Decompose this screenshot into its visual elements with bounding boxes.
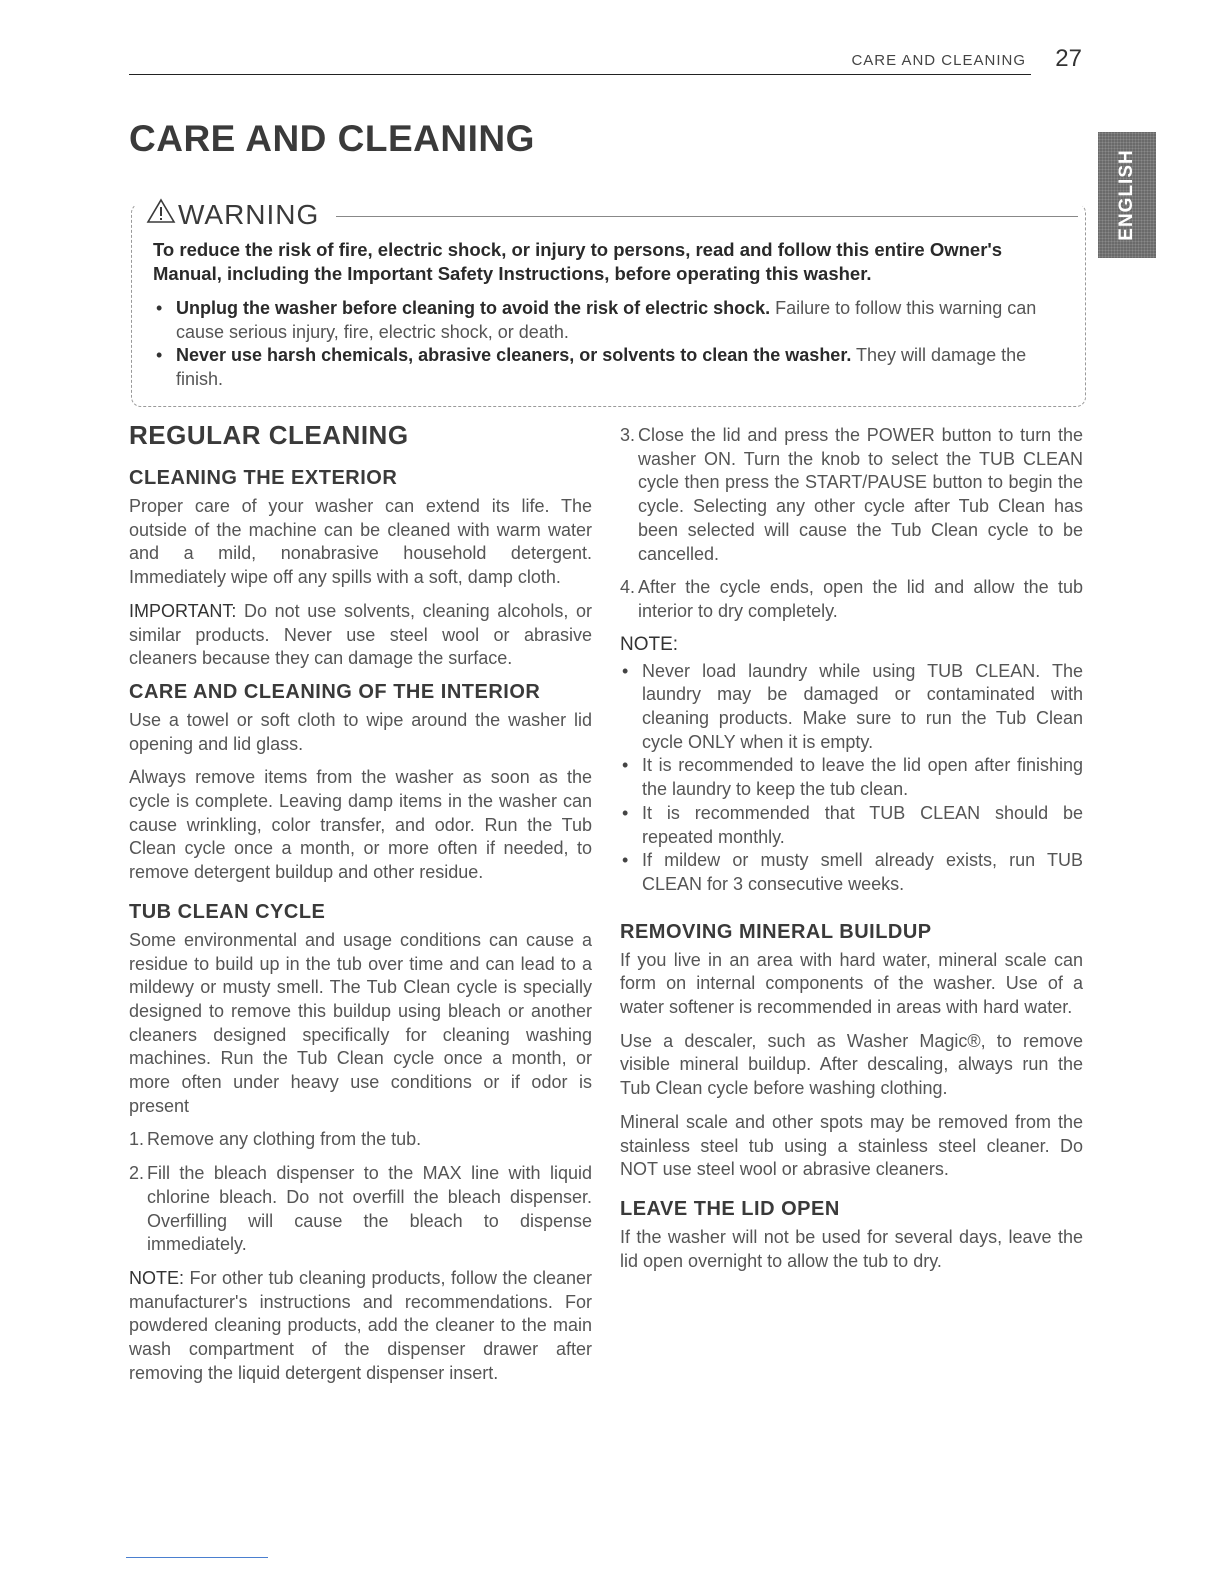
header-rule [129, 74, 1031, 75]
note-item: • It is recommended that TUB CLEAN should be repeated monthly. [620, 802, 1083, 849]
tub-note-paragraph [129, 1267, 592, 1386]
warning-bullet-bold: Never use harsh chemicals, abrasive cleaners, or solvents to clean the washer. [176, 345, 852, 365]
page-title: CARE AND CLEANING [129, 118, 535, 159]
leave-lid-paragraph: If the washer will not be used for several days, leave the lid open overnight to allow the tub to dry. [620, 1226, 1083, 1271]
note-item: • Never load laundry while using TUB CLEAN. The laundry may be damaged or contaminated with cleaning products. Make sure to run the Tub Clean cycle ONLY when it is empty. [620, 660, 1083, 755]
mineral-paragraph-1: If you live in an area with hard water, mineral scale can form on internal components of the washer. Use of a water softener is recommended in areas with hard water. [620, 949, 1083, 1018]
warning-label: WARNING [178, 198, 320, 230]
header-section-title: CARE AND CLEANING [851, 52, 1026, 69]
language-side-tab-label: ENGLISH [1116, 149, 1137, 241]
important-text: Do not use solvents, cleaning alcohols, or similar products. Never use steel wool or abrasive cleaners because they can damage the surface. [129, 600, 592, 669]
step-number: 1. [129, 1129, 145, 1150]
regular-cleaning-heading: REGULAR CLEANING [129, 420, 409, 450]
mineral-heading: REMOVING MINERAL BUILDUP [620, 920, 932, 943]
tub-clean-heading: TUB CLEAN CYCLE [129, 900, 326, 923]
warning-bullet-bold: Unplug the washer before cleaning to avoid the risk of electric shock. [176, 298, 771, 318]
tub-clean-steps [129, 1128, 592, 1257]
interior-heading: CARE AND CLEANING OF THE INTERIOR [129, 680, 541, 703]
warning-bullet [153, 344, 1073, 391]
interior-paragraph-1: Use a towel or soft cloth to wipe around the washer lid opening and lid glass. [129, 709, 592, 754]
exterior-paragraph: Proper care of your washer can extend its life. The outside of the machine can be cleaned with warm water and a mild, nonabrasive household detergent. Immediately wipe off any spills with a soft, damp cloth. [129, 496, 592, 588]
left-column [129, 420, 592, 1396]
note-item: • If mildew or musty smell already exists, run TUB CLEAN for 3 consecutive weeks. [620, 849, 1083, 896]
warning-bullet-text: They will damage the finish. [176, 345, 1027, 389]
warning-triangle-icon [146, 198, 176, 231]
interior-paragraph-2: Always remove items from the washer as soon as the cycle is complete. Leaving damp items in the washer can cause wrinkling, color transfer, and odor. Run the Tub Clean cycle once a month, or more often if needed, to remove detergent buildup and other residue. [129, 767, 592, 883]
important-paragraph [129, 600, 592, 671]
step-text: Close the lid and press the POWER button to turn the washer ON. Turn the knob to select the TUB CLEAN cycle then press the START/PAUSE button to begin the cycle. Selecting any other cycle after Tub Clean has been selected will cause the Tub Clean cycle to be cancelled. [638, 425, 1083, 564]
leave-lid-heading: LEAVE THE LID OPEN [620, 1197, 840, 1220]
exterior-heading: CLEANING THE EXTERIOR [129, 467, 398, 489]
note-text: For other tub cleaning products, follow the cleaner manufacturer's instructions and recommendations. For powdered cleaning products, add the cleaner to the main wash compartment of the dispenser drawer after removing the liquid detergent dispenser insert. [129, 1267, 592, 1383]
step-text: After the cycle ends, open the lid and allow the tub interior to dry completely. [638, 577, 1083, 621]
step-text: Fill the bleach dispenser to the MAX line with liquid chlorine bleach. Do not overfill the bleach dispenser. Overfilling will cause the bleach to dispense immediately. [147, 1163, 592, 1255]
step-number: 3. [620, 425, 636, 445]
footer-line [126, 1557, 268, 1558]
note-label: NOTE: [129, 1267, 185, 1288]
warning-bullets [153, 297, 1073, 391]
step-number: 2. [129, 1163, 145, 1184]
note-bullets [620, 660, 1083, 897]
page-number: 27 [1055, 45, 1082, 72]
step-item [129, 1128, 592, 1152]
language-side-tab [1098, 132, 1156, 258]
step-number: 4. [620, 577, 636, 598]
warning-title [146, 198, 325, 231]
tub-clean-steps-continued [620, 424, 1083, 624]
warning-line [336, 216, 1078, 217]
warning-intro: To reduce the risk of fire, electric shock, or injury to persons, read and follow this entire Owner's Manual, including the Important Safety Instructions, before operating this washer. [153, 239, 1003, 284]
mineral-paragraph-2: Use a descaler, such as Washer Magic®, to remove visible mineral buildup. After descaling, always run the Tub Clean cycle before washing clothing. [620, 1030, 1083, 1099]
right-column [620, 424, 1083, 1283]
note-heading: NOTE: [620, 633, 679, 655]
note-item: • It is recommended to leave the lid open after finishing the laundry to keep the tub clean. [620, 754, 1083, 801]
step-item [620, 576, 1083, 623]
step-item [129, 1162, 592, 1257]
tub-clean-paragraph: Some environmental and usage conditions can cause a residue to build up in the tub over time and can lead to a mildewy or musty smell. The Tub Clean cycle is specially designed to remove this buildup using bleach or another cleaners designed specifically for cleaning washing machines. Run the Tub Clean cycle once a month, or more often under heavy use conditions or if odor is present [129, 929, 592, 1116]
important-label: IMPORTANT: [129, 600, 237, 621]
warning-bullet-text: Failure to follow this warning can cause serious injury, fire, electric shock, or death. [176, 298, 1037, 342]
warning-bullet [153, 297, 1073, 344]
step-text: Remove any clothing from the tub. [147, 1129, 422, 1150]
step-item [620, 424, 1083, 566]
mineral-paragraph-3: Mineral scale and other spots may be removed from the stainless steel tub using a stainless steel cleaner. Do NOT use steel wool or abrasive cleaners. [620, 1111, 1083, 1180]
